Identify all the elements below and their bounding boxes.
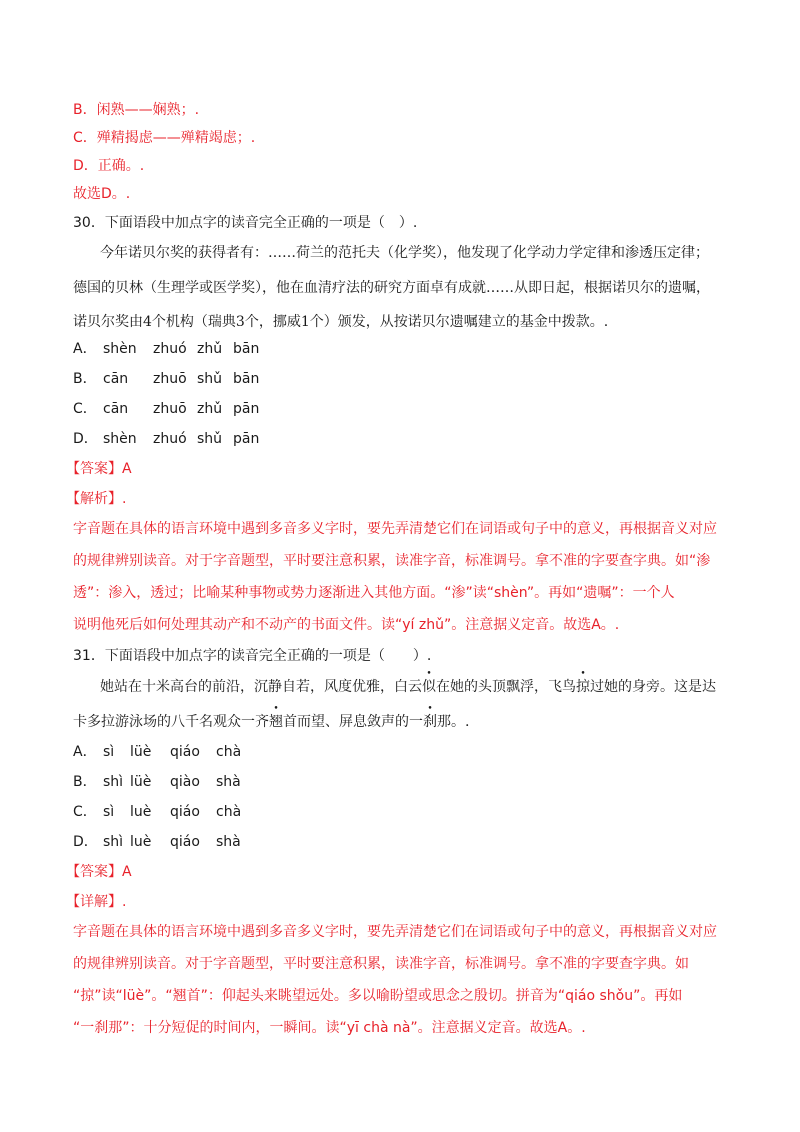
q30-option-d: D． shèn zhuó shǔ pān <box>73 431 260 447</box>
answer-tag: 【答案】 <box>66 864 122 880</box>
prev-option-b: B．闲熟——娴熟；. <box>73 102 200 118</box>
q30-answer <box>66 460 132 478</box>
answer-value: A <box>122 864 132 880</box>
q31-stem: 31．下面语段中加点字的读音完全正确的一项是（ ）. <box>73 648 432 664</box>
q31-detail-tag: 【详解】. <box>66 894 127 910</box>
q30-passage-line-2: 德国的贝林（生理学或医学奖），他在血清疗法的研究方面卓有成就……从即日起，根据诺贝尔的遗嘱， <box>73 280 710 296</box>
q30-analysis-line-4: 说明他死后如何处理其动产和不动产的书面文件。读“yí zhǔ”。注意据义定音。故选A。. <box>73 617 620 633</box>
q31-detail-line-3: “掠”读“lüè”。“翘首”：仰起头来眺望远处。多以喻盼望或思念之殷切。拼音为“qiáo shǒu”。再如 <box>73 988 683 1004</box>
prev-option-c: C．殚精揭虑——殚精竭虑；. <box>73 130 256 146</box>
q31-option-b: B． shì lüè qiào shà <box>73 774 241 790</box>
q31-passage-line-2: 卡多拉游泳场的八千名观众一齐翘首而望、屏息敛声的一刹那。. <box>73 714 470 730</box>
q30-analysis-line-2: 的规律辨别读音。对于字音题型，平时要注意积累，读准字音，标准调号。拿不准的字要查字典。如“渗 <box>73 553 711 569</box>
q31-passage-line-1: 她站在十米高台的前沿，沉静自若，风度优雅，白云似在她的头顶飘浮，飞鸟掠过她的身旁。这是达 <box>100 679 716 695</box>
q30-option-c: C． cān zhuō zhǔ pān <box>73 401 260 417</box>
q31-option-c: C． sì luè qiáo chà <box>73 804 242 820</box>
q30-stem: 30．下面语段中加点字的读音完全正确的一项是（ ）. <box>73 215 418 231</box>
dotted-char: 掠 <box>576 679 590 695</box>
prev-conclusion: 故选D。. <box>73 186 131 202</box>
q31-detail-line-4: “一刹那”：十分短促的时间内，一瞬间。读“yī chà nà”。注意据义定音。故选A。. <box>73 1020 586 1036</box>
answer-tag: 【答案】 <box>66 461 122 477</box>
q30-analysis-tag: 【解析】. <box>66 491 127 507</box>
q31-detail-line-1: 字音题在具体的语言环境中遇到多音多义字时，要先弄清楚它们在词语或句子中的意义，再根据音义对应 <box>73 924 717 940</box>
dotted-char: 翘 <box>269 714 283 730</box>
q31-option-a: A． sì lüè qiáo chà <box>73 744 242 760</box>
q31-detail-line-2: 的规律辨别读音。对于字音题型，平时要注意积累，读准字音，标准调号。拿不准的字要查字典。如 <box>73 956 689 972</box>
q30-passage-line-3: 诺贝尔奖由4个机构（瑞典3个，挪威1个）颁发，从按诺贝尔遗嘱建立的基金中拨款。. <box>73 314 609 330</box>
q30-passage-line-1: 今年诺贝尔奖的获得者有：……荷兰的范托夫（化学奖），他发现了化学动力学定律和渗透压定律； <box>100 245 709 261</box>
dotted-char: 似 <box>422 679 436 695</box>
q31-answer <box>66 863 132 881</box>
q31-option-d: D． shì luè qiáo shà <box>73 834 241 850</box>
q30-option-b: B． cān zhuō shǔ bān <box>73 371 260 387</box>
answer-value: A <box>122 461 132 477</box>
prev-option-d: D．正确。. <box>73 158 145 174</box>
q30-analysis-line-3: 透”：渗入，透过；比喻某种事物或势力逐渐进入其他方面。“渗”读“shèn”。再如“遗嘱”：一个人 <box>73 585 675 601</box>
q30-analysis-line-1: 字音题在具体的语言环境中遇到多音多义字时，要先弄清楚它们在词语或句子中的意义，再根据音义对应 <box>73 521 717 537</box>
q30-option-a: A． shèn zhuó zhǔ bān <box>73 341 260 357</box>
dotted-char: 刹 <box>423 714 437 730</box>
